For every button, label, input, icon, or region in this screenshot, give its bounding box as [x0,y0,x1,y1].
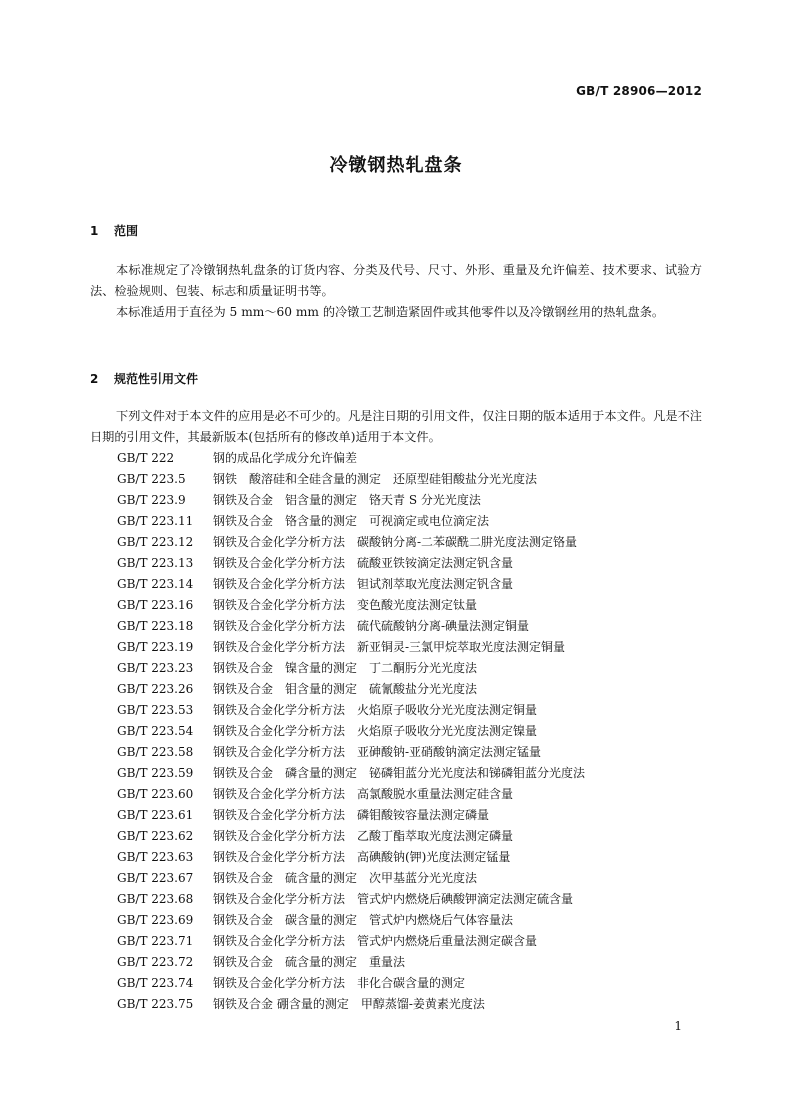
references-intro: 下列文件对于本文件的应用是必不可少的。凡是注日期的引用文件，仅注日期的版本适用于本文件。凡是不注日期的引用文件，其最新版本(包括所有的修改单)适用于本文件。 [90,409,702,444]
reference-item [117,826,717,847]
reference-title: 钢铁 酸溶硅和全硅含量的测定 还原型硅钼酸盐分光光度法 [213,472,538,486]
reference-title: 钢铁及合金化学分析方法 碳酸钠分离-二苯碳酰二肼光度法测定铬量 [213,535,578,549]
reference-code: GB/T 223.69 [117,913,194,927]
reference-code: GB/T 223.74 [117,976,194,990]
reference-item [117,448,717,469]
reference-title: 钢铁及合金 铬含量的测定 可视滴定或电位滴定法 [213,514,490,528]
reference-item [117,658,717,679]
reference-item [117,931,717,952]
reference-code: GB/T 223.59 [117,766,194,780]
reference-title: 钢铁及合金 镍含量的测定 丁二酮肟分光光度法 [213,661,478,675]
reference-item [117,973,717,994]
reference-title: 钢铁及合金化学分析方法 火焰原子吸收分光光度法测定铜量 [213,703,538,717]
scope-paragraph-2: 本标准适用于直径为 5 mm～60 mm 的冷镦工艺制造紧固件或其他零件以及冷镦钢丝用的热轧盘条。 [116,305,665,319]
reference-title: 钢铁及合金化学分析方法 磷钼酸铵容量法测定磷量 [213,808,490,822]
reference-item [117,910,717,931]
reference-code: GB/T 223.75 [117,997,194,1011]
reference-item [117,889,717,910]
reference-title: 钢铁及合金化学分析方法 非化合碳含量的测定 [213,976,466,990]
reference-code: GB/T 223.60 [117,787,194,801]
page-number: 1 [674,1019,682,1033]
reference-item [117,763,717,784]
reference-item [117,532,717,553]
reference-item [117,595,717,616]
reference-item [117,469,717,490]
reference-code: GB/T 222 [117,451,175,465]
section-title: 范围 [114,224,139,238]
reference-item [117,616,717,637]
reference-item [117,868,717,889]
reference-code: GB/T 223.13 [117,556,194,570]
reference-item [117,994,717,1015]
reference-item [117,952,717,973]
reference-item [117,784,717,805]
reference-code: GB/T 223.14 [117,577,194,591]
reference-item [117,805,717,826]
document-title: 冷镦钢热轧盘条 [329,155,463,176]
reference-item [117,490,717,511]
section-heading-references [90,370,198,387]
reference-title: 钢铁及合金化学分析方法 硫代硫酸钠分离-碘量法测定铜量 [213,619,530,633]
reference-code: GB/T 223.62 [117,829,194,843]
reference-title: 钢铁及合金化学分析方法 新亚铜灵-三氯甲烷萃取光度法测定铜量 [213,640,566,654]
reference-title: 钢铁及合金化学分析方法 乙酸丁酯萃取光度法测定磷量 [213,829,514,843]
reference-code: GB/T 223.16 [117,598,194,612]
reference-title: 钢铁及合金 碳含量的测定 管式炉内燃烧后气体容量法 [213,913,514,927]
reference-item [117,742,717,763]
reference-code: GB/T 223.63 [117,850,194,864]
reference-title: 钢铁及合金化学分析方法 变色酸光度法测定钛量 [213,598,478,612]
reference-code: GB/T 223.26 [117,682,194,696]
reference-title: 钢铁及合金化学分析方法 管式炉内燃烧后重量法测定碳含量 [213,934,538,948]
reference-title: 钢铁及合金化学分析方法 管式炉内燃烧后碘酸钾滴定法测定硫含量 [213,892,574,906]
section-number: 2 [90,372,99,386]
section-title: 规范性引用文件 [114,372,199,386]
reference-item [117,721,717,742]
reference-code: GB/T 223.68 [117,892,194,906]
reference-title: 钢铁及合金化学分析方法 钽试剂萃取光度法测定钒含量 [213,577,514,591]
reference-code: GB/T 223.19 [117,640,194,654]
reference-title: 钢铁及合金 硫含量的测定 重量法 [213,955,406,969]
reference-code: GB/T 223.12 [117,535,194,549]
reference-code: GB/T 223.58 [117,745,194,759]
reference-code: GB/T 223.23 [117,661,194,675]
reference-code: GB/T 223.61 [117,808,194,822]
reference-item [117,847,717,868]
reference-title: 钢铁及合金化学分析方法 高氯酸脱水重量法测定硅含量 [213,787,514,801]
reference-code: GB/T 223.9 [117,493,186,507]
scope-paragraph-1: 本标准规定了冷镦钢热轧盘条的订货内容、分类及代号、尺寸、外形、重量及允许偏差、技术要求、试验方法、检验规则、包装、标志和质量证明书等。 [90,263,702,298]
reference-title: 钢的成品化学成分允许偏差 [213,451,358,465]
reference-item [117,553,717,574]
reference-item [117,574,717,595]
reference-code: GB/T 223.67 [117,871,194,885]
reference-title: 钢铁及合金 磷含量的测定 铋磷钼蓝分光光度法和锑磷钼蓝分光度法 [213,766,586,780]
reference-code: GB/T 223.5 [117,472,186,486]
reference-title: 钢铁及合金 钼含量的测定 硫氰酸盐分光光度法 [213,682,478,696]
reference-item [117,637,717,658]
reference-title: 钢铁及合金化学分析方法 高碘酸钠(钾)光度法测定锰量 [213,850,511,864]
reference-title: 钢铁及合金 硫含量的测定 次甲基蓝分光光度法 [213,871,478,885]
reference-code: GB/T 223.54 [117,724,194,738]
reference-item [117,511,717,532]
reference-code: GB/T 223.18 [117,619,194,633]
reference-item [117,700,717,721]
standard-code: GB/T 28906—2012 [576,84,702,98]
reference-code: GB/T 223.11 [117,514,194,528]
reference-title: 钢铁及合金 硼含量的测定 甲醇蒸馏-姜黄素光度法 [213,997,485,1011]
reference-list [117,448,717,1015]
reference-title: 钢铁及合金化学分析方法 硫酸亚铁铵滴定法测定钒含量 [213,556,514,570]
reference-code: GB/T 223.53 [117,703,194,717]
reference-code: GB/T 223.71 [117,934,194,948]
section-number: 1 [90,224,99,238]
reference-code: GB/T 223.72 [117,955,194,969]
reference-item [117,679,717,700]
reference-title: 钢铁及合金化学分析方法 火焰原子吸收分光光度法测定镍量 [213,724,538,738]
reference-title: 钢铁及合金化学分析方法 亚砷酸钠-亚硝酸钠滴定法测定锰量 [213,745,542,759]
section-heading-scope [90,222,138,239]
reference-title: 钢铁及合金 铝含量的测定 铬天青 S 分光光度法 [213,493,481,507]
